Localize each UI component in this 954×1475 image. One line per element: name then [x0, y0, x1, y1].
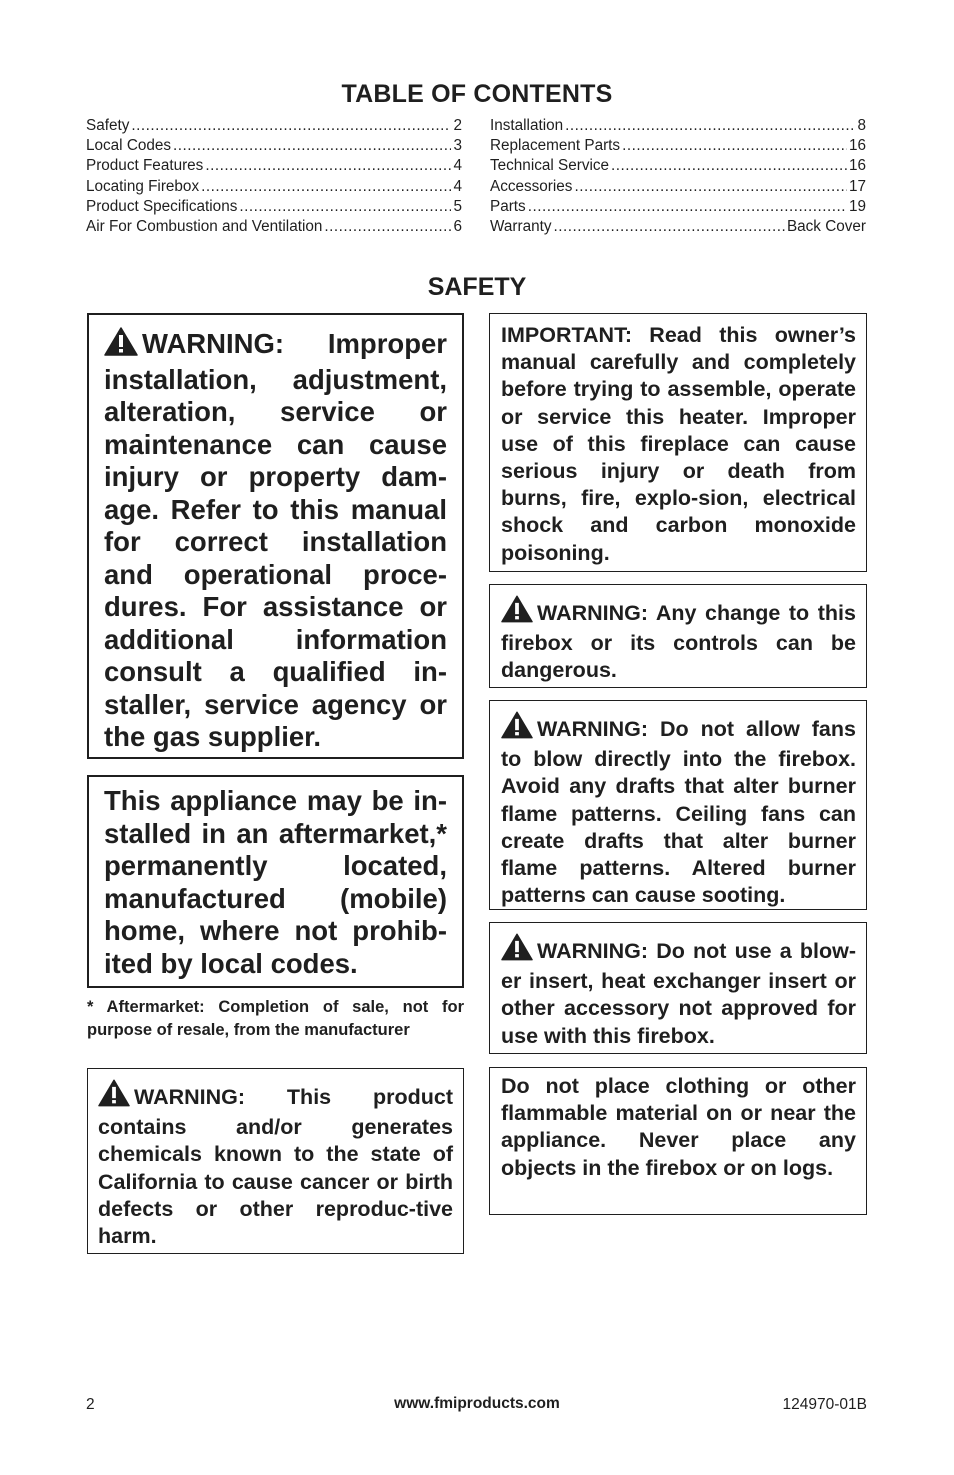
toc-entry-page: 3 — [453, 137, 462, 155]
toc-entry-page: 5 — [453, 197, 462, 215]
toc-entry-label: Warranty — [490, 218, 552, 236]
toc-entry-label: Safety — [86, 117, 130, 134]
toc-leader-dots — [324, 217, 451, 237]
toc-entry — [490, 116, 866, 136]
toc-leader-dots — [565, 116, 855, 136]
warning-blower-text: WARNING: Do not use a blow-er insert, heat exchanger insert or other accessory not approved for use with this firebox. — [501, 939, 856, 1048]
toc-entry-page: 17 — [848, 177, 866, 195]
toc-leader-dots — [528, 197, 847, 217]
warning-triangle-icon — [501, 933, 533, 968]
prop65-warning-box — [87, 1068, 464, 1254]
toc-leader-dots — [201, 177, 451, 197]
warning-fans-text: WARNING: Do not allow fans to blow directly into the firebox. Avoid any drafts that alter burner flame patterns. Ceiling fans can create drafts that alter burner flame patterns. Altered burner patterns can cause sooting. — [501, 717, 856, 908]
important-notice-box — [489, 313, 867, 572]
toc-entry-label: Parts — [490, 197, 526, 215]
warning-triangle-icon — [501, 595, 533, 630]
toc-entry-page: 4 — [453, 157, 462, 175]
warning-firebox-change-text: WARNING: Any change to this firebox or its controls can be dangerous. — [501, 601, 856, 683]
clothing-notice-text: Do not place clothing or other flammable material on or near the appliance. Never place any objects in the firebox or on logs. — [501, 1074, 856, 1180]
toc-entry-label: Accessories — [490, 177, 573, 195]
toc-leader-dots — [131, 116, 451, 136]
toc-entry — [490, 136, 866, 156]
toc-entry-page: 16 — [848, 137, 866, 155]
clothing-notice-box — [489, 1067, 867, 1215]
toc-entry-label: Product Features — [86, 157, 204, 175]
page-number: 2 — [86, 1396, 95, 1413]
toc-entry-page: Back Cover — [786, 218, 866, 236]
toc-leader-dots — [205, 156, 451, 176]
document-number: 124970-01B — [782, 1396, 867, 1413]
safety-title: SAFETY — [427, 273, 527, 301]
warning-triangle-icon — [501, 711, 533, 746]
toc-entry — [490, 177, 866, 197]
toc-entry-page: 6 — [453, 218, 462, 236]
toc-leader-dots — [611, 156, 847, 176]
toc-leader-dots — [574, 177, 847, 197]
toc-entry-page: 4 — [453, 177, 462, 195]
prop65-warning-text: WARNING: This product contains and/or generates chemicals known to the state of California to cause cancer or birth defects or other reproduc-tive harm. — [98, 1085, 453, 1249]
website-url: www.fmiproducts.com — [394, 1395, 560, 1412]
toc-entry — [86, 217, 462, 237]
toc-entry-label: Air For Combustion and Ventilation — [86, 218, 323, 236]
toc-entry-label: Locating Firebox — [86, 177, 200, 195]
toc-leader-dots — [239, 197, 451, 217]
toc-entry — [86, 177, 462, 197]
warning-installation-text: WARNING: Improper installation, adjustment, alteration, service or maintenance can cause injury or property dam-age. Refer to this manual for correct installation and operational proce-dures. For assistance or additional information consult a qualified in-staller, service agency or the gas supplier. — [104, 328, 447, 752]
warning-triangle-icon — [104, 327, 138, 364]
toc-entry — [86, 156, 462, 176]
aftermarket-footnote: * Aftermarket: Completion of sale, not for purpose of resale, from the manufacturer — [87, 998, 464, 1039]
mobile-home-text: This appliance may be in-stalled in an aftermarket,* permanently located, manufactured (mobile) home, where not prohib-ited by local codes. — [104, 785, 447, 979]
toc-entry-label: Product Specifications — [86, 197, 238, 215]
toc-entry — [490, 197, 866, 217]
toc-entry — [86, 197, 462, 217]
mobile-home-box — [87, 775, 464, 988]
toc-left-column — [86, 116, 462, 237]
toc-entry-page: 8 — [857, 117, 866, 134]
toc-entry-label: Local Codes — [86, 137, 172, 155]
toc-entry-label: Technical Service — [490, 157, 610, 175]
warning-blower-box — [489, 922, 867, 1054]
toc-entry-page: 16 — [848, 157, 866, 175]
toc-leader-dots — [173, 136, 451, 156]
important-notice-text: IMPORTANT: Read this owner’s manual carefully and completely before trying to assemble, operate or service this heater. Improper use of this fireplace can cause serious injury or death from burns, fire, explo-sion, electrical shock and carbon monoxide poisoning. — [501, 323, 856, 565]
toc-entry — [490, 156, 866, 176]
toc-entry-page: 19 — [848, 197, 866, 215]
warning-installation-box — [87, 313, 464, 759]
toc-title: TABLE OF CONTENTS — [341, 80, 613, 108]
toc-entry-label: Installation — [490, 117, 564, 134]
toc-entry-label: Replacement Parts — [490, 137, 621, 155]
toc-leader-dots — [622, 136, 847, 156]
warning-fans-box — [489, 700, 867, 910]
toc-right-column — [490, 116, 866, 237]
warning-firebox-change-box — [489, 584, 867, 688]
toc-entry-page: 2 — [453, 117, 462, 134]
toc-entry — [490, 217, 866, 237]
toc-entry — [86, 116, 462, 136]
toc-entry — [86, 136, 462, 156]
toc-leader-dots — [553, 217, 784, 237]
warning-triangle-icon — [98, 1079, 130, 1114]
